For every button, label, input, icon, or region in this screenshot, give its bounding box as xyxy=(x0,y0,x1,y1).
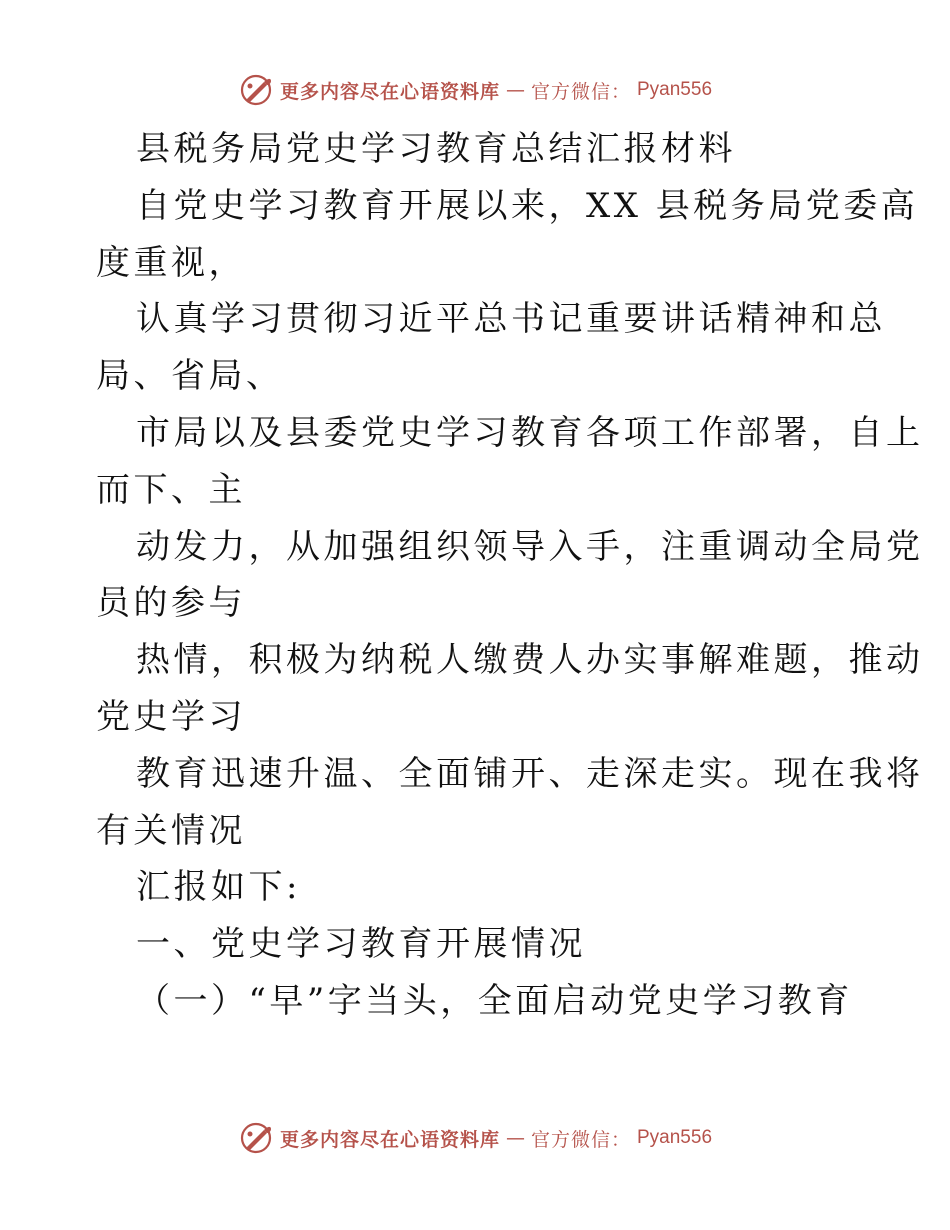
watermark-wechat-id: Pyan556 xyxy=(637,1127,713,1148)
watermark-wechat-label: 官方微信： xyxy=(530,1128,631,1151)
watermark-dash: — xyxy=(505,1127,525,1149)
document-title: 县税务局党史学习教育总结汇报材料 xyxy=(136,129,736,169)
paragraph-line: 市局以及县委党史学习教育各项工作部署，自上 xyxy=(136,412,924,453)
paragraph-line: 有关情况 xyxy=(96,810,246,851)
subsection-heading: （一）“早”字当头，全面启动党史学习教育 xyxy=(136,980,853,1021)
paragraph-line: 自党史学习教育开展以来，XX 县税务局党委高 xyxy=(136,185,919,226)
watermark-wechat-id: Pyan556 xyxy=(637,79,713,100)
paragraph-line: 汇报如下: xyxy=(136,867,301,908)
paragraph-line: 认真学习贯彻习近平总书记重要讲话精神和总 xyxy=(136,299,886,340)
paragraph-line: 度重视， xyxy=(96,242,246,283)
quill-pen-circle-icon xyxy=(238,72,274,108)
footer-watermark xyxy=(0,1116,950,1160)
paragraph-line: 热情，积极为纳税人缴费人办实事解难题，推动 xyxy=(136,640,924,681)
paragraph-line: 动发力，从加强组织领导入手，注重调动全局党 xyxy=(136,526,924,567)
paragraph-line: 教育迅速升温、全面铺开、走深走实。现在我将 xyxy=(136,753,924,794)
watermark-site-text: 更多内容尽在心语资料库 xyxy=(279,80,500,103)
watermark-wechat-label: 官方微信： xyxy=(530,80,631,103)
header-watermark xyxy=(0,68,950,112)
watermark-site-text: 更多内容尽在心语资料库 xyxy=(279,1128,500,1151)
quill-pen-circle-icon xyxy=(238,1120,274,1156)
section-heading: 一、党史学习教育开展情况 xyxy=(136,924,586,965)
paragraph-line: 员的参与 xyxy=(96,583,246,624)
document-body xyxy=(96,121,924,1030)
paragraph-line: 而下、主 xyxy=(96,469,246,510)
paragraph-line: 党史学习 xyxy=(96,696,246,737)
paragraph-line: 局、省局、 xyxy=(96,356,284,397)
watermark-dash: — xyxy=(505,79,525,101)
